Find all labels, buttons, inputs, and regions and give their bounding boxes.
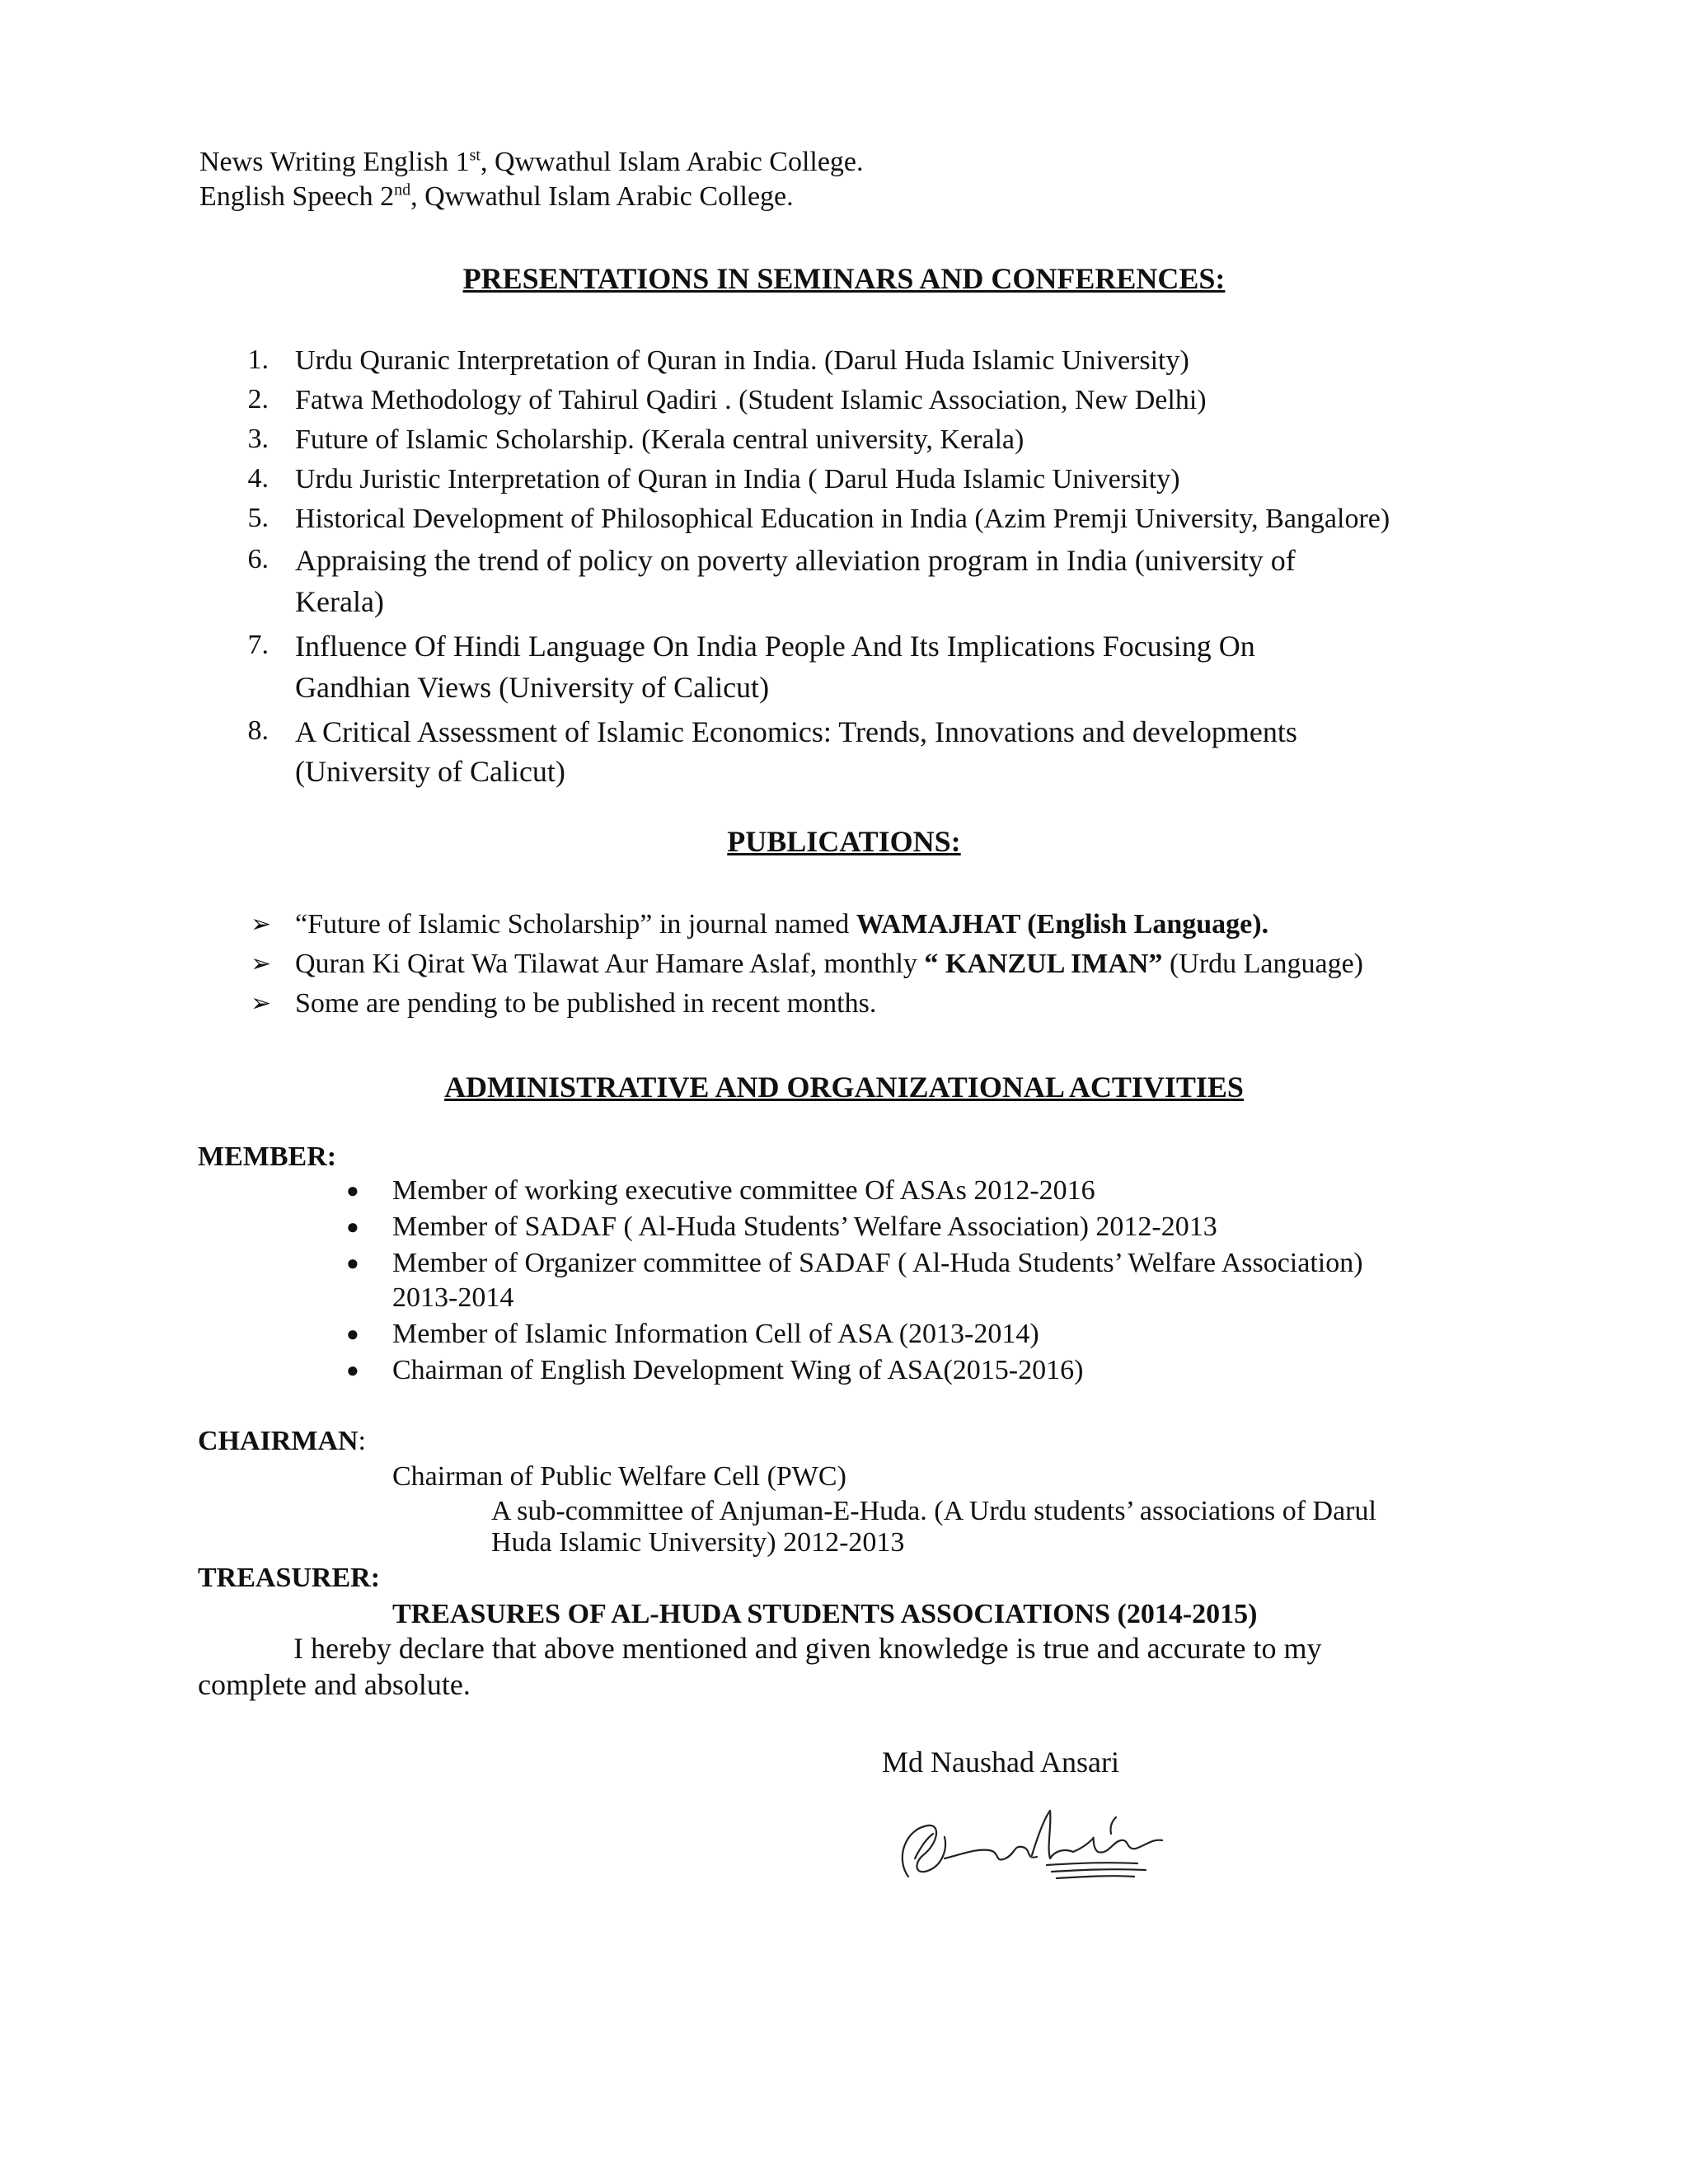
member-label: MEMBER: bbox=[198, 1141, 337, 1172]
list-item-continuation: 2013-2014 bbox=[392, 1282, 514, 1313]
bullet-dot-icon: ● bbox=[346, 1179, 359, 1202]
list-item: Some are pending to be published in recent months. bbox=[295, 988, 877, 1019]
declaration-text: I hereby declare that above mentioned and given knowledge is true and accurate to my bbox=[293, 1632, 1322, 1665]
chairman-label: CHAIRMAN: bbox=[198, 1426, 366, 1456]
list-item-number: 5. bbox=[247, 503, 269, 533]
bullet-dot-icon: ● bbox=[346, 1322, 359, 1346]
arrow-bullet-icon: ➢ bbox=[251, 911, 272, 938]
list-item: “Future of Islamic Scholarship” in journal named WAMAJHAT (English Language). bbox=[295, 909, 1269, 940]
handwritten-signature bbox=[890, 1801, 1187, 1891]
arrow-bullet-icon: ➢ bbox=[251, 950, 272, 977]
bullet-dot-icon: ● bbox=[346, 1251, 359, 1275]
list-item: Member of working executive committee Of ASAs 2012-2016 bbox=[392, 1175, 1095, 1206]
list-item-number: 3. bbox=[247, 424, 269, 454]
list-item: Future of Islamic Scholarship. (Kerala central university, Kerala) bbox=[295, 424, 1025, 455]
list-item-continuation: Kerala) bbox=[295, 585, 384, 618]
administrative-heading: ADMINISTRATIVE AND ORGANIZATIONAL ACTIVITIES bbox=[444, 1071, 1244, 1104]
treasurer-label: TREASURER: bbox=[198, 1563, 381, 1593]
list-item: Member of Organizer committee of SADAF ( Al-Huda Students’ Welfare Association) bbox=[392, 1248, 1363, 1278]
chairman-description-continuation: Huda Islamic University) 2012-2013 bbox=[491, 1527, 905, 1558]
presentations-heading: PRESENTATIONS IN SEMINARS AND CONFERENCES: bbox=[462, 262, 1226, 295]
list-item: A Critical Assessment of Islamic Economics: Trends, Innovations and developments bbox=[295, 715, 1297, 748]
list-item: Appraising the trend of policy on poverty alleviation program in India (university of bbox=[295, 544, 1296, 577]
bullet-dot-icon: ● bbox=[346, 1215, 359, 1239]
list-item-number: 4. bbox=[247, 463, 269, 494]
list-item-continuation: (University of Calicut) bbox=[295, 755, 565, 788]
list-item: Member of Islamic Information Cell of ASA (2013-2014) bbox=[392, 1319, 1039, 1349]
list-item: Influence Of Hindi Language On India People And Its Implications Focusing On bbox=[295, 630, 1255, 663]
list-item: Chairman of English Development Wing of ASA(2015-2016) bbox=[392, 1355, 1084, 1385]
list-item: Member of SADAF ( Al-Huda Students’ Welfare Association) 2012-2013 bbox=[392, 1212, 1217, 1242]
list-item-continuation: Gandhian Views (University of Calicut) bbox=[295, 671, 770, 704]
chairman-description: A sub-committee of Anjuman-E-Huda. (A Urdu students’ associations of Darul bbox=[491, 1496, 1376, 1526]
list-item: Historical Development of Philosophical Education in India (Azim Premji University, Bangalore) bbox=[295, 504, 1390, 534]
publications-heading: PUBLICATIONS: bbox=[727, 825, 961, 858]
list-item-number: 1. bbox=[247, 344, 269, 375]
award-line-english-speech: English Speech 2nd, Qwwathul Islam Arabic College. bbox=[199, 180, 794, 212]
chairman-title: Chairman of Public Welfare Cell (PWC) bbox=[392, 1461, 846, 1492]
award-line-news-writing: News Writing English 1st, Qwwathul Islam Arabic College. bbox=[199, 146, 864, 177]
list-item-number: 7. bbox=[247, 630, 269, 660]
list-item: Fatwa Methodology of Tahirul Qadiri . (Student Islamic Association, New Delhi) bbox=[295, 385, 1207, 415]
list-item-number: 6. bbox=[247, 544, 269, 574]
list-item-number: 8. bbox=[247, 715, 269, 746]
list-item-number: 2. bbox=[247, 384, 269, 415]
list-item: Quran Ki Qirat Wa Tilawat Aur Hamare Aslaf, monthly “ KANZUL IMAN” (Urdu Language) bbox=[295, 949, 1363, 979]
bullet-dot-icon: ● bbox=[346, 1358, 359, 1382]
signatory-name: Md Naushad Ansari bbox=[882, 1746, 1119, 1779]
list-item: Urdu Juristic Interpretation of Quran in India ( Darul Huda Islamic University) bbox=[295, 464, 1180, 494]
declaration-text-continuation: complete and absolute. bbox=[198, 1668, 471, 1701]
list-item: Urdu Quranic Interpretation of Quran in India. (Darul Huda Islamic University) bbox=[295, 345, 1189, 376]
treasurer-title: TREASURES OF AL-HUDA STUDENTS ASSOCIATIONS (2014-2015) bbox=[392, 1599, 1258, 1629]
arrow-bullet-icon: ➢ bbox=[251, 990, 272, 1017]
